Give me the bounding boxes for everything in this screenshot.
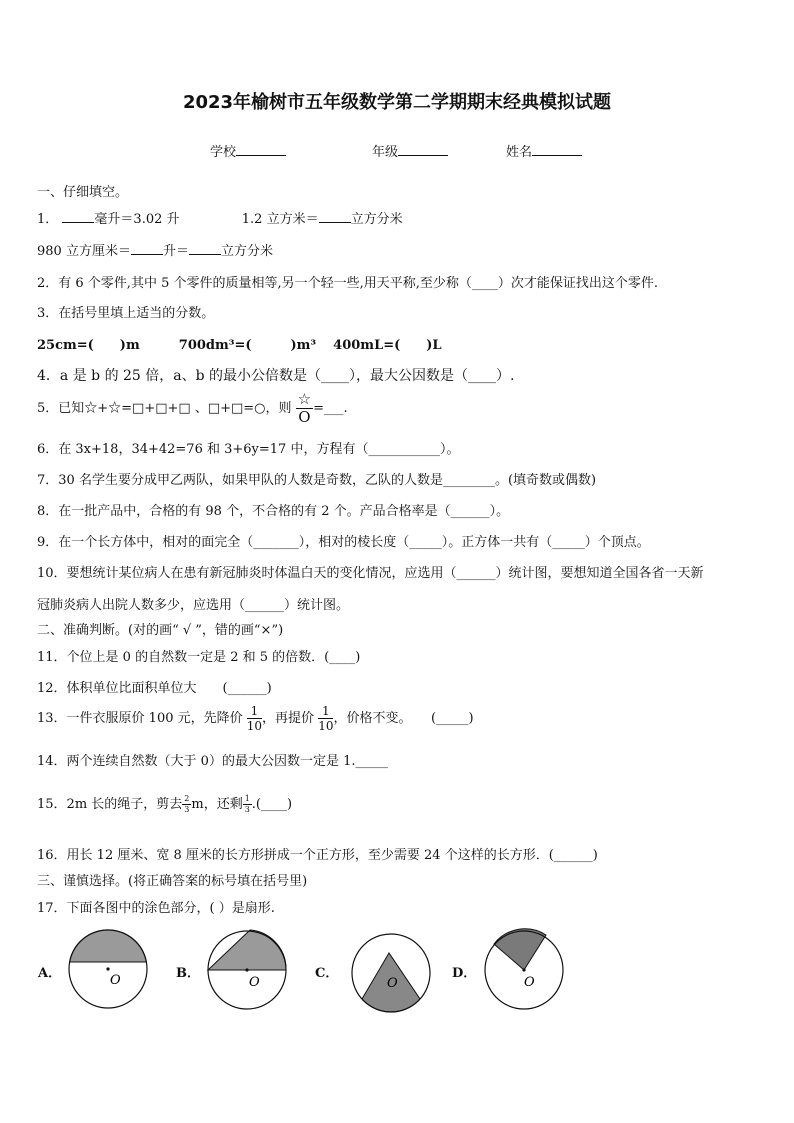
question-15 bbox=[37, 793, 292, 814]
option-d-label[interactable]: D． bbox=[452, 966, 477, 981]
question-12: 12．体积单位比面积单位大 (______) bbox=[37, 681, 272, 696]
center-label: O bbox=[524, 975, 535, 990]
school-label: 学校 bbox=[210, 145, 237, 160]
shaded-region bbox=[208, 930, 286, 970]
question-8: 8．在一批产品中，合格的有 98 个，不合格的有 2 个。产品合格率是（______）。 bbox=[37, 504, 510, 519]
center-dot bbox=[522, 968, 525, 971]
question-1 bbox=[37, 208, 403, 227]
question-16: 16．用长 12 厘米、宽 8 厘米的长方形拼成一个正方形，至少需要 24 个这样的长方形．(______) bbox=[37, 848, 598, 863]
question-3: 3．在括号里填上适当的分数。 bbox=[37, 306, 215, 321]
q1-blank-1[interactable] bbox=[62, 210, 94, 223]
q13-fraction-1 bbox=[247, 705, 262, 732]
q15-denominator-2: 3 bbox=[244, 805, 250, 814]
option-c-figure[interactable] bbox=[349, 931, 433, 1015]
q13-text-1: 13．一件衣服原价 100 元，先降价 bbox=[37, 711, 243, 726]
question-2: 2．有 6 个零件,其中 5 个零件的质量相等,另一个轻一些,用天平称,至少称（____）次才能保证找出这个零件. bbox=[37, 276, 659, 291]
name-field bbox=[506, 141, 582, 160]
q13-text-2: ，再提价 bbox=[262, 711, 315, 726]
page-title: 2023年榆树市五年级数学第二学期期末经典模拟试题 bbox=[182, 92, 612, 113]
star-symbol: ☆ bbox=[297, 390, 312, 408]
center-label: O bbox=[387, 976, 398, 991]
option-a-label[interactable]: A． bbox=[38, 966, 62, 981]
question-17: 17．下面各图中的涂色部分，( ）是扇形. bbox=[37, 901, 275, 916]
question-1-line-2 bbox=[37, 240, 273, 259]
q1-text-6: 立方分米 bbox=[220, 244, 273, 259]
q1-text-4: 980 立方厘米＝ bbox=[37, 244, 131, 259]
q1-text-5: 升＝ bbox=[162, 244, 189, 259]
q13-denominator-1: 10 bbox=[246, 719, 263, 733]
option-c-label[interactable]: C． bbox=[315, 966, 339, 981]
option-b-label[interactable]: B． bbox=[176, 966, 200, 981]
option-d-figure[interactable] bbox=[482, 928, 566, 1012]
q1-text-3: 立方分米 bbox=[350, 212, 403, 227]
center-dot bbox=[245, 968, 248, 971]
q15-fraction-1 bbox=[182, 795, 191, 814]
center-label: O bbox=[249, 975, 260, 990]
q15-text-3: .(____) bbox=[251, 797, 293, 812]
grade-field bbox=[372, 141, 448, 160]
question-10-line-2: 冠肺炎病人出院人数多少，应选用（______）统计图。 bbox=[37, 598, 350, 613]
center-label: O bbox=[110, 973, 121, 988]
q3-blank-2: 700dm³=( )m³ bbox=[178, 338, 317, 353]
option-b-figure[interactable] bbox=[205, 928, 289, 1012]
question-4: 4．a 是 b 的 25 倍，a、b 的最小公倍数是（____），最大公因数是（____）. bbox=[37, 368, 515, 384]
question-14: 14．两个连续自然数（大于 0）的最大公因数一定是 1._____ bbox=[37, 754, 388, 769]
question-9: 9．在一个长方体中，相对的面完全（_______），相对的棱长度（_____）。正方体一共有（_____）个顶点。 bbox=[37, 535, 650, 550]
question-11: 11．个位上是 0 的自然数一定是 2 和 5 的倍数．(____) bbox=[37, 650, 361, 665]
question-5 bbox=[37, 392, 348, 425]
q5-text-2: =___. bbox=[313, 401, 348, 416]
school-field bbox=[210, 141, 286, 160]
q15-fraction-2 bbox=[243, 795, 252, 814]
shaded-segment bbox=[70, 930, 147, 962]
q3-blank-1: 25cm=( )m bbox=[37, 338, 140, 353]
question-7: 7．30 名学生要分成甲乙两队，如果甲队的人数是奇数，乙队的人数是________。(填奇数或偶数) bbox=[37, 473, 597, 488]
q1-text-1: 毫升＝3.02 升 bbox=[94, 212, 180, 227]
grade-blank[interactable] bbox=[398, 143, 448, 156]
q1-text-2: 1.2 立方米＝ bbox=[241, 212, 319, 227]
question-3-blanks bbox=[37, 334, 442, 353]
q1-blank-4[interactable] bbox=[189, 242, 221, 255]
q13-text-3: ，价格不变。 (_____) bbox=[333, 711, 474, 726]
q5-text-1: 5．已知☆+☆=□+□+□ 、□+□=○，则 bbox=[37, 401, 292, 416]
q15-numerator-1: 2 bbox=[184, 794, 190, 803]
shaded-sector bbox=[494, 929, 546, 970]
circle-symbol: O bbox=[298, 408, 311, 426]
q13-numerator-1: 1 bbox=[247, 705, 262, 719]
name-label: 姓名 bbox=[506, 145, 533, 160]
q13-fraction-2 bbox=[318, 705, 333, 732]
q5-fraction bbox=[296, 392, 313, 425]
q13-numerator-2: 1 bbox=[318, 705, 333, 719]
q15-text-2: m，还剩 bbox=[191, 797, 243, 812]
center-dot bbox=[106, 967, 109, 970]
option-a-figure[interactable] bbox=[66, 928, 150, 1012]
section-1-heading: 一、仔细填空。 bbox=[37, 185, 129, 200]
q1-blank-3[interactable] bbox=[131, 242, 163, 255]
question-10: 10．要想统计某位病人在患有新冠肺炎时体温白天的变化情况，应选用（______）统计图，要想知道全国各省一天新 bbox=[37, 566, 704, 581]
section-3-heading: 三、谨慎选择。(将正确答案的标号填在括号里) bbox=[37, 874, 308, 889]
name-blank[interactable] bbox=[532, 143, 582, 156]
q15-denominator-1: 3 bbox=[184, 805, 190, 814]
q15-numerator-2: 1 bbox=[244, 794, 250, 803]
section-2-heading: 二、准确判断。(对的画“ √ ”，错的画“×”) bbox=[37, 623, 284, 638]
grade-label: 年级 bbox=[372, 145, 399, 160]
q3-blank-3: 400mL=( )L bbox=[333, 338, 442, 353]
school-blank[interactable] bbox=[236, 143, 286, 156]
q1-number: 1． bbox=[37, 212, 59, 227]
q15-text-1: 15．2m 长的绳子，剪去 bbox=[37, 797, 183, 812]
question-6: 6．在 3x+18，34+42=76 和 3+6y=17 中，方程有（___________）。 bbox=[37, 442, 460, 457]
q1-blank-2[interactable] bbox=[319, 210, 351, 223]
q13-denominator-2: 10 bbox=[318, 719, 334, 733]
question-13 bbox=[37, 705, 474, 732]
